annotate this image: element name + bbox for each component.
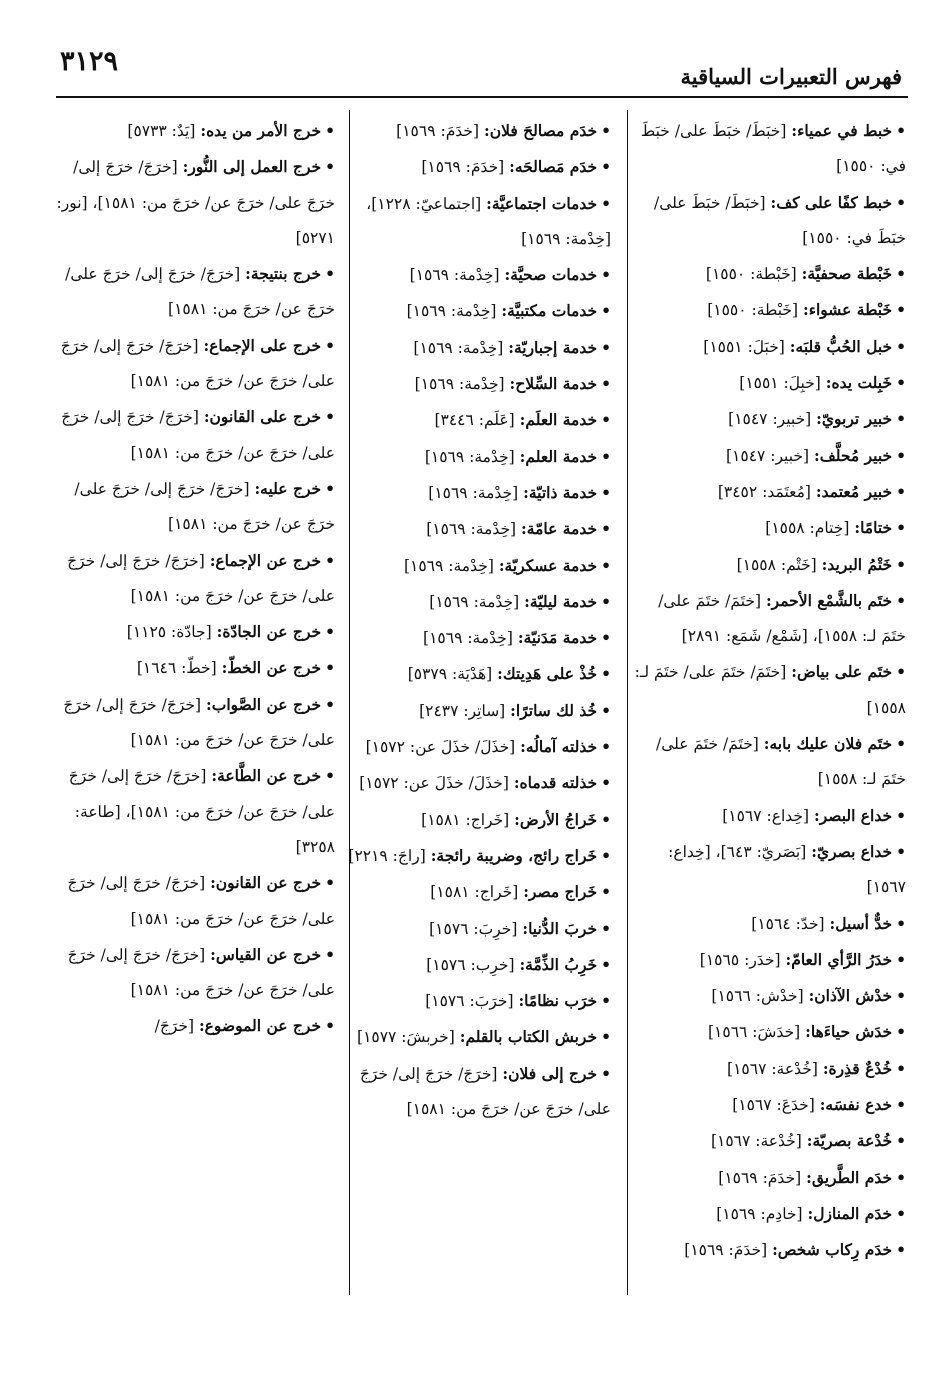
index-entry — [629, 906, 906, 942]
index-entry — [629, 292, 906, 328]
index-entry — [343, 765, 611, 801]
entry-term: خداع البصر: — [813, 805, 893, 825]
entry-bullet: • — [601, 482, 611, 502]
entry-reference: [خبير: ١٥٤٧] — [725, 446, 810, 465]
index-entry — [53, 937, 335, 1009]
entry-bullet: • — [601, 193, 611, 213]
index-entry — [343, 947, 611, 983]
entry-reference: [خِداع: ١٥٦٧] — [722, 806, 810, 825]
entry-reference: [خِدْمة: ١٥٦٩] — [428, 483, 519, 502]
entry-bullet: • — [896, 336, 906, 356]
entry-term: خبير تربويّ: — [816, 409, 893, 429]
entry-reference: [خطّ: ١٦٤٦] — [136, 659, 217, 678]
page-number: ٣١٢٩ — [60, 46, 119, 77]
entry-reference: [خبير: ١٥٤٧] — [728, 410, 812, 429]
entry-term: خَراج مصر: — [523, 882, 598, 902]
entry-bullet: • — [896, 445, 906, 465]
index-column-right — [629, 113, 906, 1293]
entry-bullet: • — [325, 873, 335, 893]
index-entry — [629, 978, 906, 1014]
entry-reference: [خذَلَ/ خذَلَ عن: ١٥٧٢] — [359, 774, 509, 793]
entry-reference: [خرِبَ: ١٥٧٦] — [429, 919, 518, 938]
entry-bullet: • — [601, 519, 611, 539]
entry-bullet: • — [325, 622, 335, 642]
entry-bullet: • — [325, 121, 335, 140]
entry-bullet: • — [325, 550, 335, 570]
entry-reference: [خدَعَ: ١٥٦٧] — [732, 1096, 815, 1115]
index-entry — [343, 838, 611, 874]
entry-reference: [خبَطَ/ خبَطَ على/ خبَطَ في: ١٥٥٠] — [640, 122, 906, 176]
entry-term: خدَش حياءَها: — [805, 1022, 893, 1042]
index-entry — [343, 1019, 611, 1055]
entry-reference: [هَدْيَة: ٥٣٧٩] — [407, 665, 493, 684]
entry-reference: [خرَجَ/ خرَجَ إلى/ خرَجَ على/ خرَجَ عن/ خرَجَ من: ١٥٨١] — [67, 874, 335, 928]
index-entry — [53, 614, 335, 650]
entry-reference: [ختَمَ/ ختَمَ على/ ختَمَ لـ: ١٥٥٨]، [شَمْع/ شَمَع: ٢٨٩١] — [658, 591, 906, 646]
entry-bullet: • — [896, 1167, 906, 1187]
entry-reference: [خرَجَ/ خرَجَ إلى/ خرَجَ على/ خرَجَ عن/ خرَجَ من: ١٥٨١] — [61, 408, 335, 462]
entry-term: خدمات مكتبيَّة: — [501, 301, 598, 321]
index-entry — [53, 471, 335, 543]
entry-reference: [يَدٌ: ٥٧٣٣] — [127, 122, 196, 140]
entry-bullet: • — [601, 265, 611, 285]
index-entry — [343, 802, 611, 838]
index-entry — [343, 911, 611, 947]
entry-term: خدمات اجتماعيَّة: — [486, 193, 598, 213]
entry-term: خدمة إجباريّة: — [508, 337, 598, 357]
entry-reference: [خذَلَ/ خذَلَ عن: ١٥٧٢] — [365, 738, 516, 757]
entry-term: خبل الحُبُّ قلبَه: — [789, 336, 893, 356]
index-entry — [343, 656, 611, 692]
entry-bullet: • — [601, 664, 611, 684]
entry-term: خربَ الدُّنيا: — [522, 918, 598, 938]
index-entry — [53, 256, 335, 328]
entry-term: خداع بصريّ: — [811, 841, 893, 861]
entry-reference: [خدْش: ١٥٦٦] — [711, 987, 804, 1006]
entry-term: خدمة ليليّة: — [524, 591, 598, 611]
index-entry — [629, 401, 906, 437]
index-entry — [629, 798, 906, 834]
entry-reference: [عَلَم: ٣٤٤٦] — [434, 411, 515, 430]
entry-term: خَراجُ الأرض: — [514, 809, 598, 829]
entry-reference: [خدَشَ: ١٥٦٦] — [707, 1023, 801, 1042]
entry-bullet: • — [896, 734, 906, 754]
entry-bullet: • — [601, 446, 611, 466]
entry-reference: [خرَجَ/ خرَجَ إلى/ خرَجَ على/ خرَجَ عن/ خرَجَ من: ١٥٨١] — [63, 695, 335, 750]
index-entry — [343, 366, 611, 402]
entry-reference: [راجَ: ٢٢١٩] — [348, 846, 426, 865]
index-entry — [343, 149, 611, 185]
entry-bullet: • — [325, 478, 335, 498]
entry-reference: [خرَجَ/ خرَجَ إلى/ خرَجَ على/ خرَجَ عن/ خرَجَ من: ١٥٨١]، [نور: ٥٢٧١] — [56, 158, 335, 247]
entry-reference: [ختَمَ/ ختَمَ على/ ختَمَ لـ: ١٥٥٨] — [634, 663, 906, 717]
index-entry — [53, 758, 335, 865]
entry-bullet: • — [601, 918, 611, 938]
entry-term: خَبِلت يده: — [825, 373, 893, 393]
entry-reference: [خبَلَ: ١٥٥١] — [703, 337, 785, 356]
index-entry — [629, 1160, 906, 1196]
index-entry — [343, 186, 611, 258]
entry-term: خدٌّ أسيل: — [829, 913, 893, 933]
index-column-left — [53, 113, 335, 1293]
index-entry — [53, 543, 335, 615]
entry-bullet: • — [896, 1203, 906, 1223]
header-rule — [56, 96, 908, 98]
entry-reference: [خرَجَ/ خرَجَ إلى/ خرَجَ على/ خرَجَ عن/ خرَجَ من: ١٥٨١] — [65, 265, 335, 319]
entry-reference: [خِدْمة: ١٥٦٩] — [409, 266, 500, 285]
entry-bullet: • — [896, 121, 906, 140]
entry-bullet: • — [601, 374, 611, 394]
entry-bullet: • — [896, 949, 906, 969]
entry-reference: [خِدْمة: ١٥٦٩] — [423, 629, 513, 648]
index-entry — [629, 329, 906, 365]
entry-bullet: • — [896, 1095, 906, 1115]
entry-reference: [خُدْعة: ١٥٦٧] — [727, 1059, 818, 1078]
entry-reference: [خِدْمة: ١٥٦٩] — [426, 520, 517, 539]
entry-term: خرج على القانون: — [203, 407, 322, 427]
entry-term: خبير مُعتمد: — [815, 481, 893, 501]
entry-bullet: • — [896, 1058, 906, 1078]
entry-bullet: • — [896, 409, 906, 429]
entry-term: خرج عن الطَّاعة: — [211, 766, 322, 786]
entry-term: خرج الأمر من يده: — [200, 121, 322, 140]
index-entry — [629, 438, 906, 474]
entry-term: خرج إلى فلان: — [502, 1063, 598, 1083]
entry-reference: [خبِلَ: ١٥٥١] — [739, 374, 821, 393]
entry-bullet: • — [325, 694, 335, 714]
index-entry — [629, 1051, 906, 1087]
entry-bullet: • — [601, 1027, 611, 1047]
entry-reference: [خدَمَ: ١٥٦٩] — [421, 158, 505, 177]
entry-term: خدْش الآذان: — [808, 986, 893, 1006]
entry-bullet: • — [896, 192, 906, 212]
entry-reference: [خدَر: ١٥٦٥] — [699, 950, 781, 969]
entry-reference: [خدَمَ: ١٥٦٩] — [718, 1168, 802, 1187]
column-divider-left — [349, 110, 350, 1295]
entry-bullet: • — [896, 590, 906, 610]
entry-bullet: • — [325, 407, 335, 427]
entry-bullet: • — [896, 1240, 906, 1260]
entry-term: خذلته قدماه: — [513, 773, 598, 793]
index-entry — [53, 399, 335, 471]
entry-reference: [خرَجَ/ خرَجَ إلى/ خرَجَ على/ خرَجَ عن/ خرَجَ من: ١٥٨١] — [74, 479, 335, 534]
entry-term: خدَم رِكاب شخص: — [772, 1240, 893, 1260]
entry-bullet: • — [601, 737, 611, 757]
entry-term: خرج عن الإجماع: — [209, 550, 322, 570]
entry-reference: [جادّة: ١١٢٥] — [126, 623, 212, 642]
entry-bullet: • — [896, 1131, 906, 1151]
entry-term: خَبْطة عشواء: — [802, 300, 893, 320]
entry-term: خُدْعة بصريّة: — [806, 1131, 893, 1151]
entry-bullet: • — [325, 335, 335, 355]
entry-reference: [اجتماعيّ: ١٢٢٨]، [خِدْمة: ١٥٦٩] — [366, 194, 611, 248]
entry-bullet: • — [601, 954, 611, 974]
entry-reference: [خَراج: ١٥٨١] — [430, 883, 519, 902]
entry-term: خدع نفسَه: — [819, 1095, 893, 1115]
entry-term: خبير مُحلَّف: — [813, 445, 893, 465]
entry-reference: [خبَطَ/ خبَطَ على/ خبَطَ في: ١٥٥٠] — [653, 193, 906, 247]
entry-reference: [بَصَريّ: ٦٤٣]، [خِداع: ١٥٦٧] — [668, 842, 906, 897]
entry-term: خَبْطة صحفيَّة: — [801, 264, 893, 284]
entry-bullet: • — [325, 944, 335, 964]
entry-reference: [خرَجَ/ خرَجَ إلى/ خرَجَ على/ خرَجَ عن/ خرَجَ من: ١٥٨١] — [67, 551, 335, 605]
entry-bullet: • — [896, 300, 906, 320]
entry-bullet: • — [896, 518, 906, 538]
entry-term: ختَم فلان عليك بابه: — [763, 734, 893, 754]
index-entry — [53, 650, 335, 686]
entry-term: خدمة العلم: — [519, 446, 598, 466]
entry-term: خدمة ذاتيّة: — [523, 482, 598, 502]
entry-reference: [خُدْعة: ١٥٦٧] — [710, 1132, 802, 1151]
entry-bullet: • — [325, 766, 335, 786]
entry-reference: [خرِب: ١٥٧٦] — [426, 955, 515, 974]
entry-bullet: • — [601, 809, 611, 829]
index-entry — [343, 439, 611, 475]
entry-term: ختَم بالشَّمْع الأحمر: — [765, 590, 893, 610]
entry-term: خدمة مَدَنيّة: — [517, 628, 598, 648]
entry-bullet: • — [601, 301, 611, 321]
entry-bullet: • — [601, 773, 611, 793]
entry-term: خُدْعٌ قذِرة: — [822, 1058, 893, 1078]
entry-reference: [خَبْطة: ١٥٥٠] — [705, 265, 797, 284]
index-entry — [343, 402, 611, 438]
entry-bullet: • — [896, 913, 906, 933]
entry-reference: [خدَمَ: ١٥٦٩] — [684, 1241, 768, 1260]
index-entry — [53, 328, 335, 400]
entry-term: خدمات صحيَّة: — [504, 265, 598, 285]
entry-term: خدَم مصالحَ فلان: — [484, 121, 598, 140]
entry-term: خدمة السِّلاح: — [509, 374, 598, 394]
entry-reference: [خِدْمة: ١٥٦٩] — [424, 447, 515, 466]
entry-bullet: • — [601, 845, 611, 865]
entry-bullet: • — [896, 554, 906, 574]
index-entry — [629, 474, 906, 510]
entry-bullet: • — [896, 662, 906, 682]
entry-bullet: • — [896, 986, 906, 1006]
entry-bullet: • — [896, 373, 906, 393]
index-entry — [629, 547, 906, 583]
index-entry — [629, 726, 906, 798]
entry-reference: [خادِم: ١٥٦٩] — [716, 1204, 803, 1223]
index-entry — [629, 510, 906, 546]
entry-bullet: • — [601, 991, 611, 1011]
index-entry — [53, 149, 335, 256]
entry-bullet: • — [601, 555, 611, 575]
running-head: فهرس التعبيرات السياقية — [680, 64, 902, 89]
index-entry — [629, 942, 906, 978]
entry-bullet: • — [601, 628, 611, 648]
index-entry — [343, 983, 611, 1019]
entry-term: خرج عن الموضوع: — [198, 1016, 322, 1036]
index-entry — [343, 729, 611, 765]
entry-term: خَتْمُ البريد: — [821, 554, 893, 574]
index-entry — [629, 113, 906, 185]
index-entry — [343, 620, 611, 656]
entry-bullet: • — [601, 1063, 611, 1083]
entry-bullet: • — [325, 157, 335, 177]
index-entry — [629, 1014, 906, 1050]
entry-bullet: • — [896, 481, 906, 501]
entry-bullet: • — [325, 264, 335, 284]
entry-term: خدَم الطَّريق: — [806, 1167, 893, 1187]
entry-reference: [خرَجَ/ خرَجَ إلى/ خرَجَ على/ خرَجَ عن/ خرَجَ من: ١٥٨١] — [67, 945, 335, 1000]
entry-term: خبط كفًا على كف: — [770, 192, 893, 212]
index-entry — [629, 365, 906, 401]
entry-bullet: • — [601, 591, 611, 611]
entry-bullet: • — [601, 121, 611, 140]
index-entry — [343, 874, 611, 910]
entry-term: خَراج رائج، وضريبة رائجة: — [430, 845, 598, 865]
entry-term: خرج عن القياس: — [210, 944, 322, 964]
entry-bullet: • — [896, 805, 906, 825]
entry-reference: [خَراج: ١٥٨١] — [421, 810, 510, 829]
entry-bullet: • — [896, 1022, 906, 1042]
entry-bullet: • — [601, 157, 611, 177]
entry-term: ختَم على بياض: — [791, 662, 893, 682]
entry-term: خَرِبُ الذِّمَّة: — [519, 954, 598, 974]
entry-reference: [خِدْمة: ١٥٦٩] — [406, 302, 497, 321]
entry-reference: [خربشَ: ١٥٧٧] — [357, 1028, 455, 1047]
entry-bullet: • — [325, 658, 335, 678]
index-entry — [343, 475, 611, 511]
entry-reference: [خِتام: ١٥٥٨] — [765, 519, 850, 538]
entry-term: خرج عن الصَّواب: — [206, 694, 322, 714]
index-entry — [53, 687, 335, 759]
entry-reference: [ختَمَ/ ختَمَ على/ ختَمَ لـ: ١٥٥٨] — [656, 735, 906, 789]
index-entry — [629, 1232, 906, 1268]
index-column-middle — [343, 113, 611, 1293]
entry-term: خرج عن الخطّ: — [221, 658, 322, 678]
entry-term: خرج على الإجماع: — [203, 335, 322, 355]
entry-term: خرج عليه: — [254, 478, 322, 498]
entry-reference: [خرَبَ: ١٥٧٦] — [425, 992, 514, 1011]
entry-reference: [خرَجَ/ — [154, 1017, 195, 1036]
index-entry — [629, 834, 906, 906]
entry-reference: [ساتِر: ٢٤٣٧] — [419, 701, 506, 720]
entry-term: خرج بنتيجة: — [245, 264, 322, 284]
entry-term: خرج عن القانون: — [210, 873, 322, 893]
entry-reference: [خرَجَ/ خرَجَ إلى/ خرَجَ على/ خرَجَ عن/ خرَجَ من: ١٥٨١]، [طاعة: ٣٢٥٨] — [68, 767, 335, 856]
entry-term: خدَرُ الرَّأي العامّ: — [785, 949, 893, 969]
entry-reference: [خِدْمة: ١٥٦٩] — [403, 556, 494, 575]
entry-term: ختامًا: — [854, 518, 893, 538]
entry-term: خدمة العلَم: — [519, 410, 598, 430]
index-entry — [343, 693, 611, 729]
entry-term: خدمة عامّة: — [521, 519, 598, 539]
entry-term: خذلته آمالُه: — [520, 737, 598, 757]
entry-term: خبط في عمياء: — [791, 121, 893, 140]
entry-bullet: • — [601, 882, 611, 902]
entry-reference: [خِدْمة: ١٥٦٩] — [414, 375, 505, 394]
index-entry — [343, 293, 611, 329]
entry-reference: [خرَجَ/ خرَجَ إلى/ خرَجَ على/ خرَجَ عن/ خرَجَ من: ١٥٨١] — [60, 336, 335, 391]
index-entry — [629, 654, 906, 726]
entry-reference: [خِدْمة: ١٥٦٩] — [413, 338, 504, 357]
entry-bullet: • — [896, 841, 906, 861]
index-entry — [343, 330, 611, 366]
entry-term: خدَم مَصالحَه: — [509, 157, 598, 177]
index-entry — [629, 256, 906, 292]
entry-term: خُذْ على هَدِيتك: — [497, 664, 598, 684]
entry-reference: [مُعتَمَد: ٣٤٥٢] — [717, 482, 811, 501]
index-entry — [629, 583, 906, 655]
index-entry — [343, 113, 611, 149]
entry-term: خربش الكتاب بالقلم: — [459, 1027, 598, 1047]
column-divider-right — [627, 110, 628, 1295]
entry-reference: [خِدْمة: ١٥٦٩] — [429, 592, 520, 611]
index-entry — [343, 257, 611, 293]
index-entry — [629, 1087, 906, 1123]
index-entry — [53, 1008, 335, 1044]
index-entry — [53, 865, 335, 937]
index-entry — [629, 185, 906, 257]
entry-bullet: • — [601, 337, 611, 357]
entry-term: خرج عن الجادّة: — [216, 622, 322, 642]
entry-reference: [خَبْطة: ١٥٥٠] — [707, 301, 799, 320]
entry-term: خدَم المنازل: — [807, 1203, 893, 1223]
entry-reference: [خدَمَ: ١٥٦٩] — [396, 122, 480, 140]
entry-term: خدمة عسكريّة: — [498, 555, 598, 575]
entry-term: خُذ لك ساترًا: — [510, 700, 598, 720]
entry-bullet: • — [601, 700, 611, 720]
entry-term: خرَب نظامًا: — [518, 991, 598, 1011]
entry-term: خرج العمل إلى النُّور: — [182, 157, 322, 177]
entry-reference: [خدّ: ١٥٦٤] — [751, 914, 825, 933]
index-entry — [343, 584, 611, 620]
index-entry — [629, 1123, 906, 1159]
entry-bullet: • — [325, 1016, 335, 1036]
entry-reference: [خرَجَ/ خرَجَ إلى/ خرَجَ على/ خرَجَ عن/ خرَجَ من: ١٥٨١] — [359, 1064, 611, 1119]
index-entry — [53, 113, 335, 149]
entry-bullet: • — [601, 410, 611, 430]
index-entry — [629, 1196, 906, 1232]
index-entry — [343, 548, 611, 584]
entry-bullet: • — [896, 264, 906, 284]
index-entry — [343, 511, 611, 547]
index-entry — [343, 1056, 611, 1128]
entry-reference: [خَتْم: ١٥٥٨] — [736, 555, 817, 574]
